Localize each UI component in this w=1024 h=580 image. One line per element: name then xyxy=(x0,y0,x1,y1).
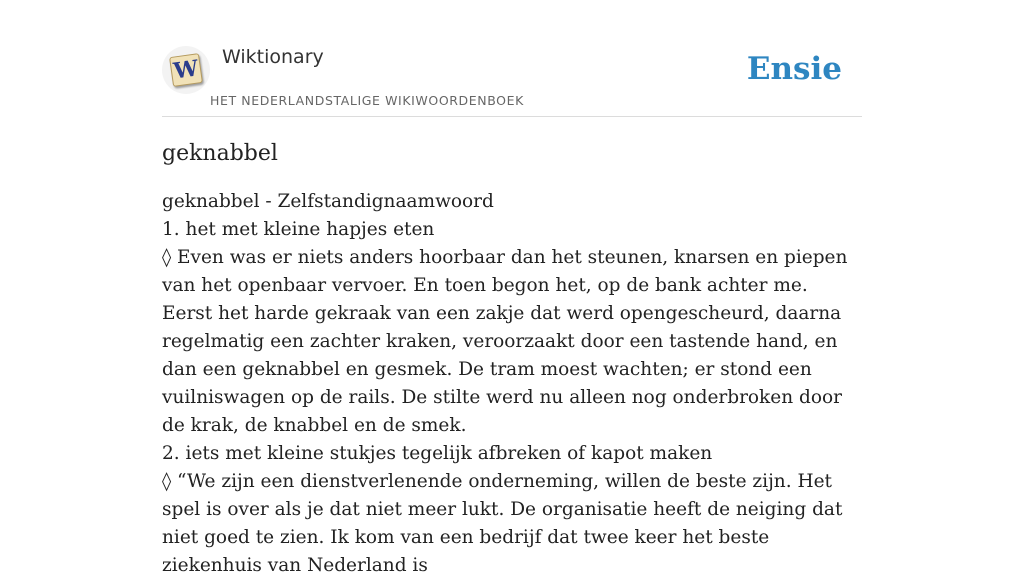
ensie-brand-logo[interactable]: Ensie xyxy=(746,51,842,87)
site-header xyxy=(162,40,862,117)
example-1: ◊ Even was er niets anders hoorbaar dan het steunen, knarsen en piepen van het openbaar vervoer. En toen begon het, op de bank achter me. Eerst het harde gekraak van een zakje dat werd opengescheurd, daarna regelmatig een zachter kraken, veroorzaakt door een tastende hand, en dan een geknabbel en gesmek. De tram moest wachten; er stond een vuilniswagen op de rails. De stilte werd nu alleen nog onderbroken door de krak, de knabbel en de smek. xyxy=(162,247,848,436)
definition-2: 2. iets met kleine stukjes tegelijk afbreken of kapot maken xyxy=(162,443,713,464)
logo-tile: W xyxy=(169,53,203,87)
wiktionary-logo-icon[interactable] xyxy=(162,46,210,94)
word-type-line: geknabbel - Zelfstandignaamwoord xyxy=(162,191,494,212)
site-tagline: HET NEDERLANDSTALIGE WIKIWOORDENBOEK xyxy=(210,93,524,108)
article-content xyxy=(162,138,862,580)
site-name-link[interactable]: Wiktionary xyxy=(222,46,324,68)
definition-1: 1. het met kleine hapjes eten xyxy=(162,219,435,240)
page-title: geknabbel xyxy=(162,141,278,166)
example-2: ◊ “We zijn een dienstverlenende onderneming, willen de beste zijn. Het spel is over als je dat niet meer lukt. De organisatie heeft de neiging dat niet goed te zien. Ik kom van een bedrijf dat twee keer het beste ziekenhuis van Nederland is xyxy=(162,471,843,576)
article-body xyxy=(162,188,862,580)
